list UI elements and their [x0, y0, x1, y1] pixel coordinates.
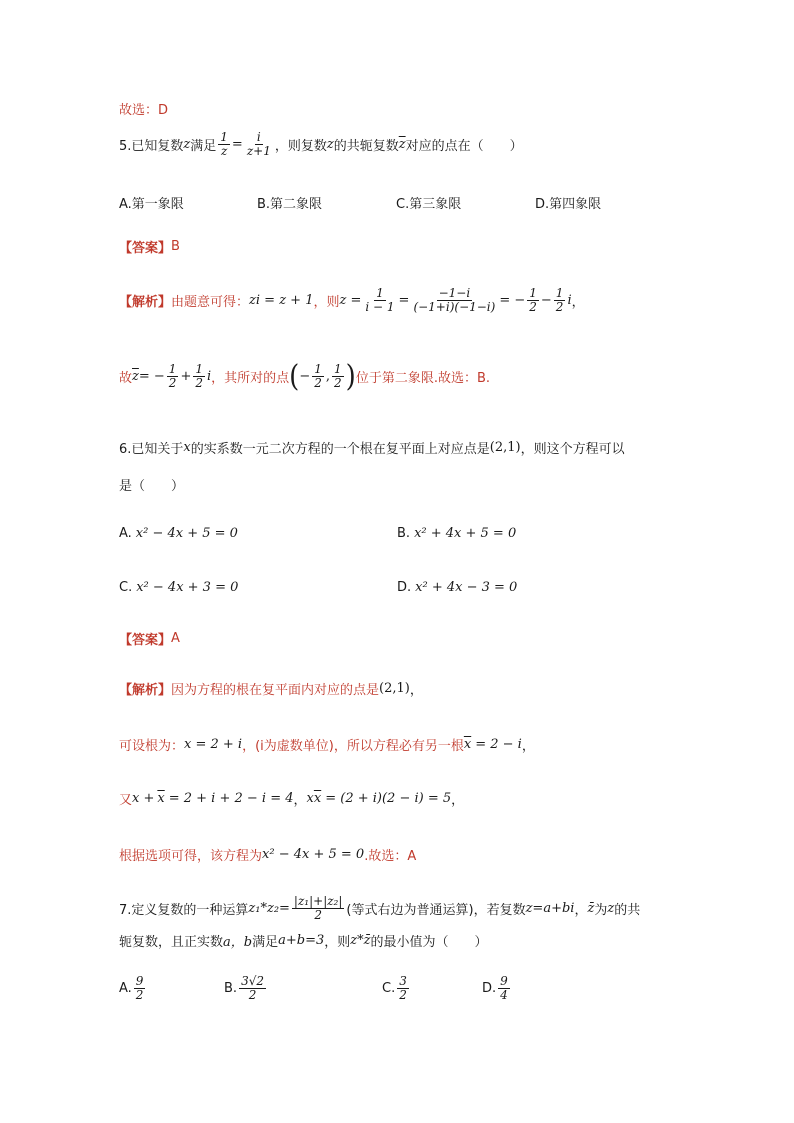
- q7-opt-d-den: 4: [500, 988, 508, 1003]
- q7-option-a: [119, 975, 147, 1002]
- q4-answer-tail: [119, 99, 168, 118]
- q5-option-c: [396, 193, 461, 212]
- q5-a1-f2: [411, 287, 497, 314]
- q5-answer-label: 【答案】: [119, 241, 172, 256]
- q7-stem2-b: 满足: [252, 935, 279, 950]
- q6-option-b: [397, 526, 516, 541]
- q7-stem2-d: 的最小值为（ ）: [370, 935, 488, 950]
- q5-option-d: [535, 193, 601, 212]
- q5-option-a-text: A.第一象限: [119, 197, 184, 212]
- q7-option-d: [482, 975, 512, 1002]
- q6-answer-value: A: [171, 631, 180, 646]
- q6-a1: 因为方程的根在复平面内对应的点是: [171, 683, 380, 698]
- q5-a1-f2-den: (−1+i)(−1−i): [413, 300, 496, 315]
- q5-a1-end: ，: [571, 295, 585, 311]
- q6-a3-a: 又: [119, 793, 133, 808]
- q5-stem-suffix: 对应的点在（ ）: [405, 139, 523, 155]
- q6-analysis-3: [119, 789, 464, 808]
- q5-a2-gu: 故: [119, 371, 133, 387]
- q7-opt-b-den: 2: [248, 988, 257, 1003]
- q5-stem-mid: ，则复数: [274, 139, 327, 155]
- q5-frac2: [245, 131, 273, 158]
- q5-a2-f2-den: 2: [195, 376, 203, 391]
- q5-a1-f1: [363, 287, 396, 314]
- q5-option-b: [257, 193, 322, 212]
- q6-a2-b: ，(i为虚数单位)，所以方程必有另一根: [242, 739, 464, 754]
- q5-a2-i: i: [206, 369, 212, 385]
- q5-a2-p2: [332, 363, 344, 390]
- q6-a2-xbar: $\overline{x}$: [463, 737, 472, 752]
- q7-opt-d-num: 9: [500, 974, 508, 988]
- q5-analysis-1: 【解析】 由题意可得： zi = z + 1 ，则 z = $\frac{1}{i - 1}$ = $\frac{-1-i}{(-1+i)(-1-i)}$ = − $\frac{1}{2}$ − $\frac{1}{2}$ i ，: [119, 286, 585, 315]
- q7-option-b: [224, 975, 268, 1002]
- q5-a1-text: 由题意可得：: [171, 295, 250, 311]
- q5-satisfies: 满足: [190, 139, 217, 155]
- q6-option-c: [119, 580, 238, 595]
- q6-point: (2,1): [489, 440, 521, 455]
- q5-a2-f1-den: 2: [168, 376, 177, 391]
- q7-frac-den: 2: [314, 908, 322, 923]
- q6-stem1-b: 的实系数一元二次方程的一个根在复平面上对应点是: [190, 442, 490, 457]
- q6-a4-b: .故选：A: [364, 849, 417, 864]
- q7-opt-a-num: 9: [135, 974, 144, 988]
- q5-a1-then: ，则: [313, 295, 340, 311]
- q5-a2-tail: 位于第二象限.故选：B.: [355, 371, 490, 387]
- q6-analysis-4: [119, 845, 416, 864]
- q5-a2-text: ，其所对的点: [211, 371, 290, 387]
- q7-zdef: z=a+bi: [525, 901, 575, 917]
- q5-a2-p2-num: 1: [334, 362, 342, 376]
- q7-stem-1: [119, 895, 640, 922]
- q5-z2: z: [326, 137, 334, 153]
- q6-a3-b: ，: [293, 793, 307, 808]
- q7-op: z₁*z₂=: [248, 901, 290, 917]
- q5-frac1-num: 1: [220, 130, 228, 144]
- q7-cond: a+b=3: [278, 933, 325, 948]
- q6-x: x: [183, 440, 191, 455]
- q5-option-c-text: C.第三象限: [396, 197, 462, 212]
- q5-a2-p1: [312, 363, 324, 390]
- q6-a3-end: ，: [451, 793, 465, 808]
- q7-stem-2: [119, 931, 487, 950]
- q6-analysis-1: [119, 679, 423, 698]
- q5-frac2-den: z+1: [246, 144, 271, 159]
- q7-opt-c-den: 2: [399, 988, 407, 1003]
- q5-a2-p1-num: 1: [314, 362, 322, 376]
- q6-answer-label: 【答案】: [119, 633, 172, 648]
- q5-eq: =: [231, 137, 243, 153]
- q7-stem2-a: 轭复数，且正实数: [119, 935, 224, 950]
- q5-a1-eq: zi = z + 1: [249, 293, 314, 309]
- q6-a1-end: ，: [409, 683, 423, 698]
- q5-frac2-num: i: [256, 130, 261, 144]
- q5-a2-eq: = −: [138, 369, 165, 385]
- q4-tail-text: 故选：D: [119, 103, 169, 118]
- q5-a1-f1-num: 1: [376, 286, 384, 300]
- q6-a3-eq: x +: [132, 791, 155, 806]
- q5-a1-i: i: [567, 293, 572, 309]
- q5-a1-r2-den: 2: [555, 300, 564, 315]
- q7-stem1-z: z: [607, 901, 615, 917]
- q6-a2-a: 可设根为：: [119, 739, 185, 754]
- q7-stem1-b: (等式右边为普通运算)，若复数: [346, 903, 526, 919]
- q5-a2-f2-num: 1: [195, 362, 203, 376]
- q6-option-a: [119, 526, 238, 541]
- q7-stem2-c: ，则: [324, 935, 351, 950]
- q5-answer: [119, 237, 180, 256]
- q5-option-d-text: D.第四象限: [535, 197, 602, 212]
- q6-a4-eq: x² − 4x + 5 = 0: [262, 847, 365, 862]
- q7-opt-a-den: 2: [135, 988, 144, 1003]
- q7-stem1-c: ，: [574, 903, 588, 919]
- q7-opt-d-label: D.: [482, 981, 497, 997]
- q6-answer: [119, 629, 180, 648]
- q6-a3-eq3: = (2 + i)(2 − i) = 5: [325, 791, 452, 806]
- q6-a3-eq2: = 2 + i + 2 − i = 4: [168, 791, 294, 806]
- q7-opt-c-num: 3: [399, 974, 407, 988]
- q5-z: z: [183, 137, 191, 153]
- q5-a2-p2-den: 2: [334, 376, 342, 391]
- q6-a2-end: ，: [521, 739, 535, 754]
- q7-opt-a-frac: [134, 975, 146, 1002]
- q6-stem2: 是（ ）: [119, 479, 185, 494]
- q5-a1-r2: [554, 287, 566, 314]
- q5-a1-r1: [527, 287, 539, 314]
- q6-analysis-label: 【解析】: [119, 683, 172, 698]
- q5-answer-value: B: [171, 239, 180, 254]
- q7-frac-num: |z₁|+|z₂|: [293, 894, 343, 908]
- q6-opt-c-label: C.: [119, 580, 133, 595]
- q5-a2-f1: [167, 363, 179, 390]
- q7-opt-b-num: 3√2: [241, 974, 264, 988]
- q6-opt-a-label: A.: [119, 526, 132, 541]
- q5-zbar: $\overline{z}$: [398, 137, 406, 153]
- q7-opt-d-frac: [498, 975, 510, 1002]
- q5-a1-f1-den: i − 1: [365, 300, 395, 315]
- q5-a1-r1-den: 2: [529, 300, 537, 315]
- q7-stem1-a: 7.定义复数的一种运算: [119, 903, 249, 919]
- q6-opt-c: x² − 4x + 3 = 0: [136, 580, 239, 595]
- q6-a4-a: 根据选项可得，该方程为: [119, 849, 263, 864]
- q7-expr: z*z̄: [350, 933, 371, 948]
- q5-analysis-2: 故 $\overline{z}$ = − $\frac{1}{2}$ + $\frac{1}{2}$ i ，其所对的点 ( − $\frac{1}{2}$ , $\frac{1}{2}$ ) 位于第二象限.故选：B.: [119, 359, 490, 394]
- q5-a2-f2: [193, 363, 205, 390]
- q7-opt-c-frac: [397, 975, 409, 1002]
- q7-opt-b-label: B.: [224, 981, 238, 997]
- q5-option-a: [119, 193, 184, 212]
- q6-a1-point: (2,1): [379, 681, 410, 696]
- q5-stem: [119, 131, 523, 158]
- q5-a1-r1-num: 1: [529, 286, 537, 300]
- q7-opt-c-label: C.: [382, 981, 396, 997]
- q6-stem1-c: ，则这个方程可以: [520, 442, 625, 457]
- q6-stem1-a: 6.已知关于: [119, 442, 184, 457]
- q7-stem1-d: 为: [594, 903, 608, 919]
- q7-frac: [292, 895, 345, 922]
- q6-a3-x: x: [306, 791, 314, 806]
- q5-a2-zbar: $\overline{z}$: [132, 369, 139, 385]
- q7-opt-b-frac: [239, 975, 266, 1002]
- q6-opt-d: x² + 4x − 3 = 0: [415, 580, 518, 595]
- q5-a1-r2-num: 1: [555, 286, 564, 300]
- q5-analysis-label: 【解析】: [119, 295, 172, 311]
- q7-stem1-e: 的共: [614, 903, 641, 919]
- q6-opt-b-label: B.: [397, 526, 411, 541]
- q5-a2-p1-den: 2: [314, 376, 322, 391]
- q5-a2-f1-num: 1: [168, 362, 177, 376]
- q6-a3-xbar: $\overline{x}$: [157, 791, 165, 806]
- q6-opt-d-label: D.: [397, 580, 412, 595]
- q5-stem-prefix: 5.已知复数: [119, 139, 184, 155]
- q5-a1-z: z =: [339, 293, 362, 309]
- q6-opt-b: x² + 4x + 5 = 0: [414, 526, 517, 541]
- q6-stem-1: [119, 438, 625, 457]
- q7-zbar-sym: z̄: [587, 901, 595, 917]
- q6-a2-eq2: = 2 − i: [475, 737, 522, 752]
- q5-frac1: [218, 131, 230, 158]
- q5-frac1-den: z: [220, 144, 228, 159]
- q6-analysis-2: [119, 735, 535, 754]
- q7-opt-a-label: A.: [119, 981, 132, 997]
- q6-stem-2: [119, 475, 184, 494]
- q6-a2-eq: x = 2 + i: [184, 737, 243, 752]
- q7-option-c: [382, 975, 411, 1002]
- q5-a1-f2-num: −1−i: [438, 286, 471, 300]
- q7-ab: a，b: [223, 935, 253, 950]
- q5-stem-mid2: 的共轭复数: [333, 139, 399, 155]
- q6-option-d: [397, 580, 517, 595]
- q6-opt-a: x² − 4x + 5 = 0: [135, 526, 238, 541]
- q5-option-b-text: B.第二象限: [257, 197, 323, 212]
- q6-a3-xbar2: $\overline{x}$: [313, 791, 322, 806]
